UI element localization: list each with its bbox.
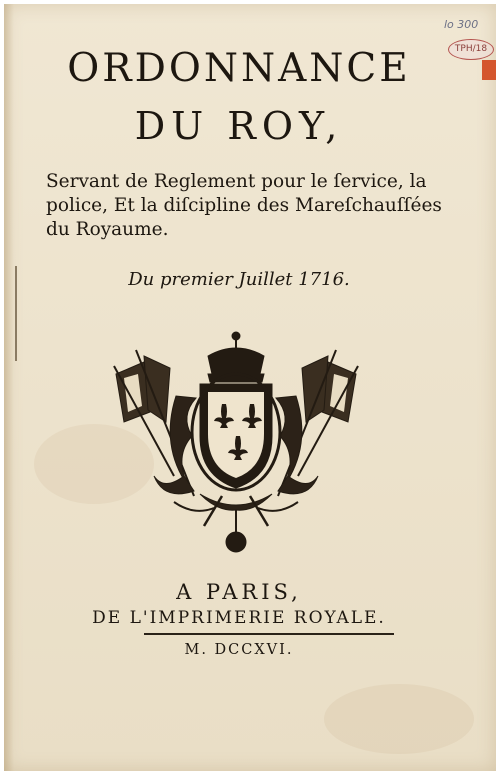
title-line-2: DU ROY, [134,104,344,148]
title-line-1: ORDONNANCE [67,46,411,91]
library-stamp: TPH/18 [448,39,494,60]
paper-stain [324,684,474,754]
imprint-rule [144,633,394,635]
date-line: Du premier Juillet 1716. [128,269,350,290]
imprint-printer: DE L'IMPRIMERIE ROYALE. [92,608,386,628]
handwritten-annotation: lo 300 [444,18,479,31]
subtitle: Servant de Reglement pour le ſervice, la police, Et la diſcipline des Mareſchauſſées du Royaume. [46,171,442,240]
imprint-year: M. DCCXVI. [184,642,294,658]
imprint-city: A PARIS, [176,580,302,604]
document-page [4,4,496,771]
royal-arms-fleur-de-lis-icon [104,326,368,556]
page-tab-marker [482,60,496,80]
